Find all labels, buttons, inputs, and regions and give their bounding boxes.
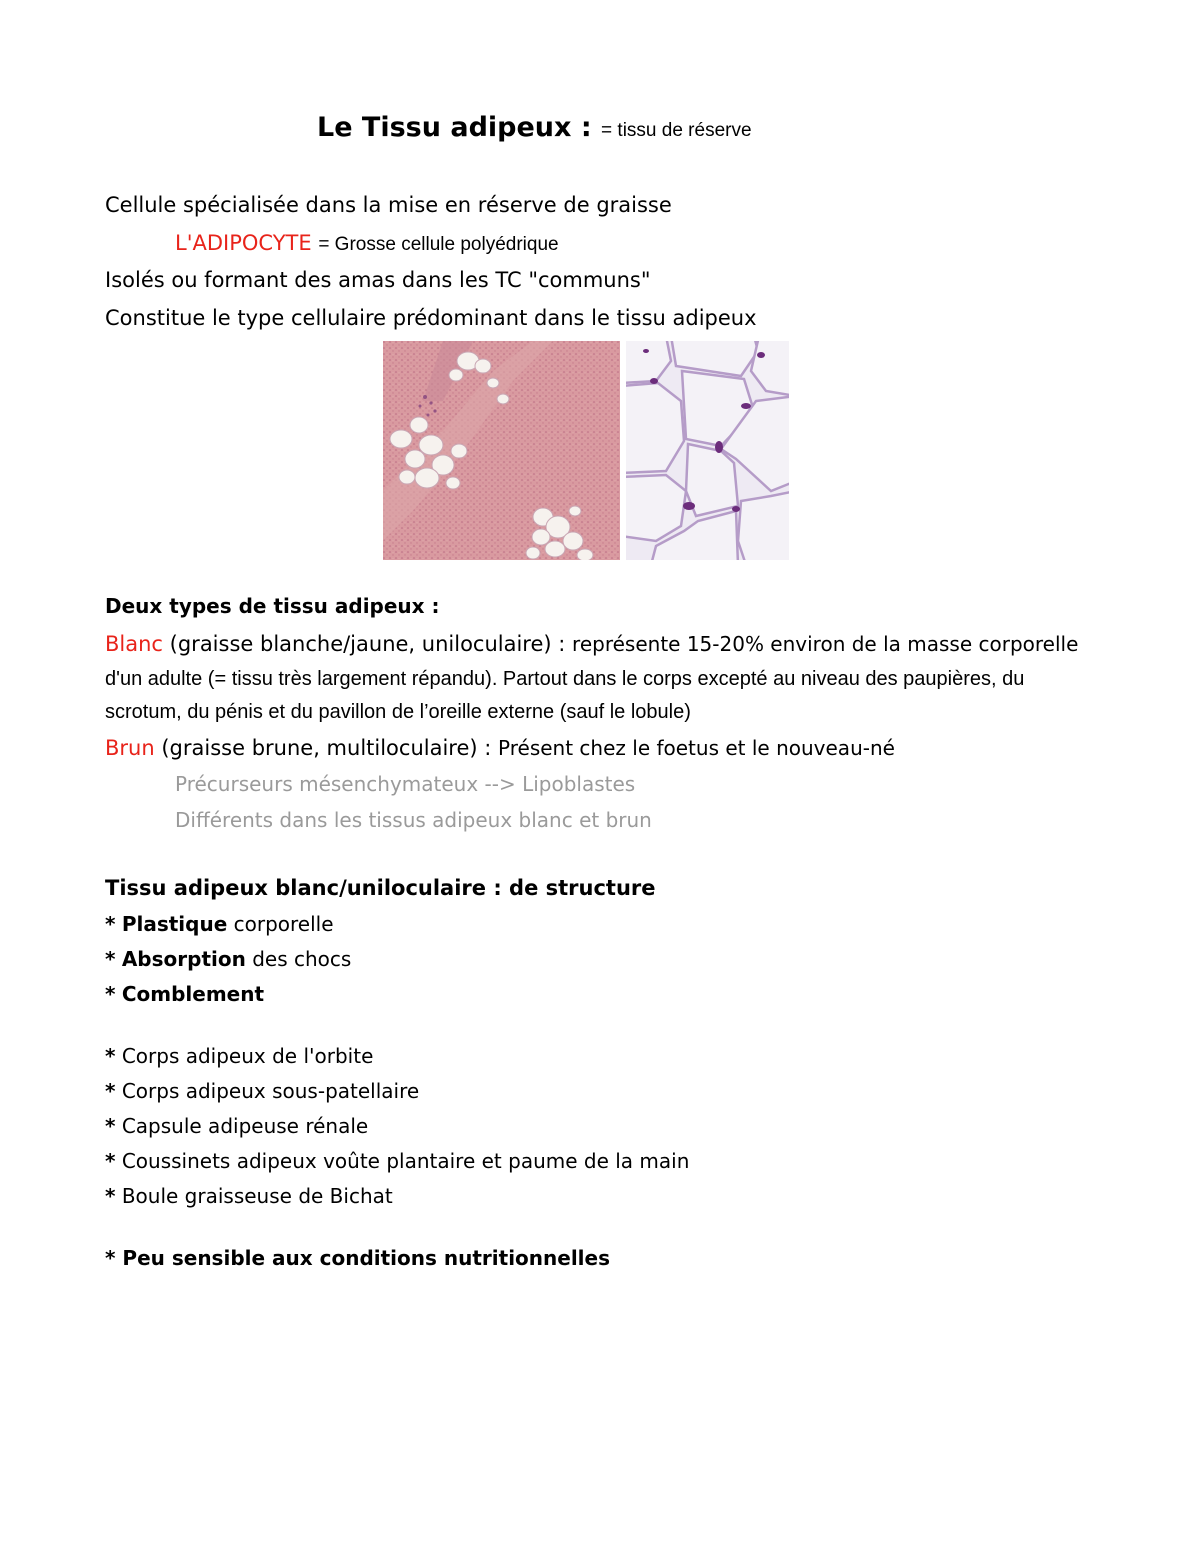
bullet-star: *: [105, 1184, 116, 1208]
structure-item: [105, 982, 264, 1006]
bullet-star: *: [105, 912, 116, 936]
list-item: [105, 1149, 689, 1173]
differences-note: Différents dans les tissus adipeux blanc et brun: [175, 808, 652, 832]
list-item-text: Capsule adipeuse rénale: [121, 1114, 369, 1138]
blanc-text-2: d'un adulte (= tissu très largement répandu). Partout dans le corps excepté au niveau des paupières, du: [105, 668, 1025, 690]
structure-item-bold: Absorption: [121, 947, 246, 971]
list-item: [105, 1114, 368, 1138]
structure-item: [105, 912, 334, 936]
brun-label: Brun: [105, 736, 155, 760]
histology-image-mixed-tissue: [383, 341, 620, 560]
blanc-text-3: scrotum, du pénis et du pavillon de l’oreille externe (sauf le lobule): [105, 701, 691, 723]
precursors-note: Précurseurs mésenchymateux --> Lipoblastes: [175, 772, 636, 796]
list-item-text: Boule graisseuse de Bichat: [121, 1184, 393, 1208]
structure-item-rest: des chocs: [245, 947, 352, 971]
blanc-label: Blanc: [105, 632, 163, 656]
list-item: [105, 1184, 393, 1208]
histology-image-adipocytes: [626, 341, 789, 560]
final-note: * Peu sensible aux conditions nutritionnelles: [105, 1246, 611, 1270]
blanc-detail: (graisse blanche/jaune, uniloculaire) :: [169, 632, 566, 656]
bullet-star: *: [105, 1079, 116, 1103]
types-heading: Deux types de tissu adipeux :: [105, 594, 440, 618]
adipocyte-description: = Grosse cellule polyédrique: [318, 234, 559, 255]
intro-line-1: Cellule spécialisée dans la mise en réserve de graisse: [105, 193, 672, 217]
title-subtitle: = tissu de réserve: [601, 120, 752, 141]
brun-text: Présent chez le foetus et le nouveau-né: [498, 736, 895, 760]
adipocyte-label: L'ADIPOCYTE: [175, 231, 312, 255]
structure-item-bold: Comblement: [121, 982, 265, 1006]
list-item-text: Coussinets adipeux voûte plantaire et paume de la main: [121, 1149, 690, 1173]
intro-line-4: Constitue le type cellulaire prédominant dans le tissu adipeux: [105, 306, 757, 330]
bullet-star: *: [105, 947, 116, 971]
blanc-line-1: [105, 632, 1078, 656]
brun-detail: (graisse brune, multiloculaire) :: [161, 736, 492, 760]
bullet-star: *: [105, 982, 116, 1006]
structure-item-rest: corporelle: [227, 912, 334, 936]
list-item-text: Corps adipeux de l'orbite: [121, 1044, 374, 1068]
adipocyte-line: [175, 231, 559, 256]
list-item: [105, 1079, 419, 1103]
brun-line: [105, 736, 895, 760]
page-title: [317, 112, 752, 143]
structure-item-bold: Plastique: [121, 912, 228, 936]
structure-heading: Tissu adipeux blanc/uniloculaire : de structure: [105, 876, 656, 900]
bullet-star: *: [105, 1149, 116, 1173]
list-item-text: Corps adipeux sous-patellaire: [121, 1079, 420, 1103]
list-item: [105, 1044, 373, 1068]
intro-line-3: Isolés ou formant des amas dans les TC "communs": [105, 268, 651, 292]
blanc-text-1: représente 15-20% environ de la masse corporelle: [572, 632, 1079, 656]
title-main: Le Tissu adipeux :: [317, 112, 592, 143]
structure-item: [105, 947, 351, 971]
bullet-star: *: [105, 1114, 116, 1138]
bullet-star: *: [105, 1044, 116, 1068]
